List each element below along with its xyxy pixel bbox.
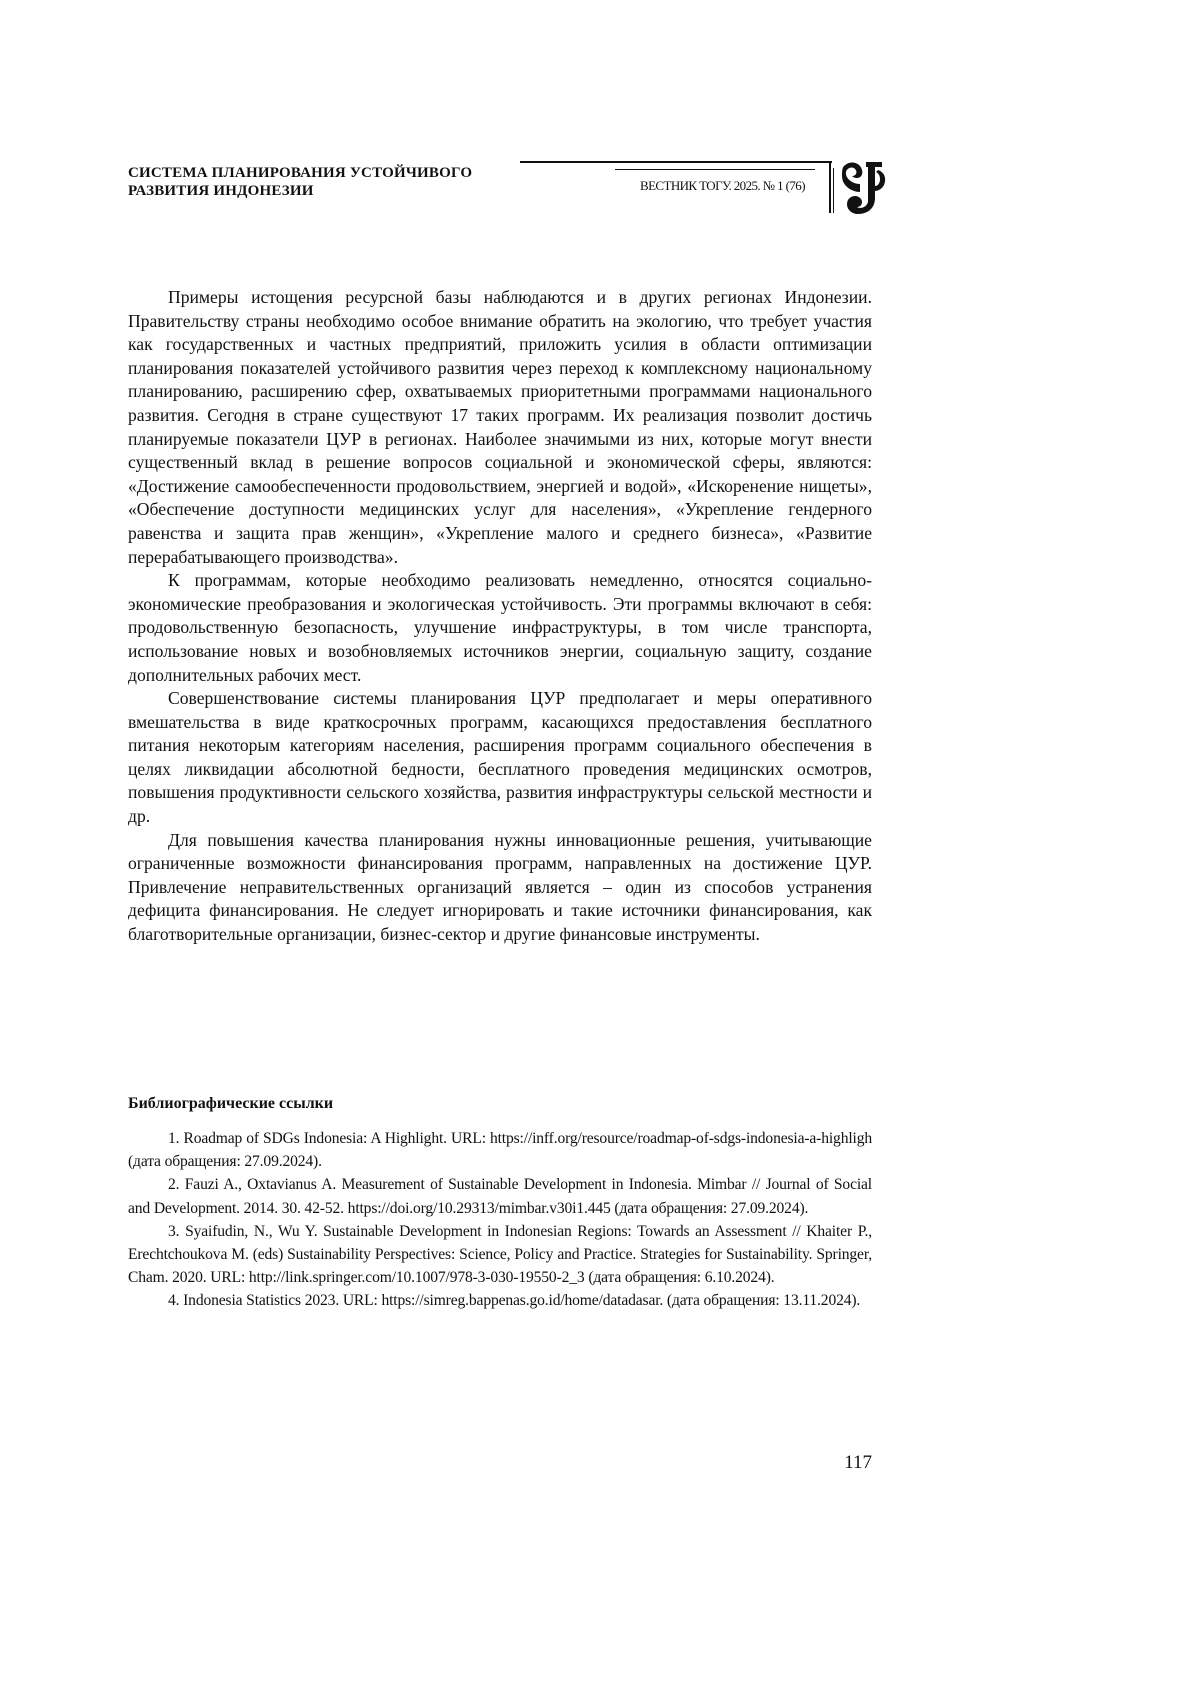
article-body bbox=[128, 286, 872, 947]
reference-item: 3. Syaifudin, N., Wu Y. Sustainable Development in Indonesian Regions: Towards an Assessment // Khaiter P., Erechtchoukova M. (eds) Sustainability Perspectives: Science, Policy and Practice. Strategies for Sustainability. Springer, Cham. 2020. URL: http://link.springer.com/10.1007/978-3-030-19550-2_3 (дата обращения: 6.10.2024). bbox=[128, 1222, 872, 1287]
references-heading: Библиографические ссылки bbox=[128, 1095, 334, 1112]
references-list bbox=[128, 1127, 872, 1313]
journal-emblem-icon bbox=[838, 158, 890, 218]
running-title-line-2: РАЗВИТИЯ ИНДОНЕЗИИ bbox=[128, 183, 314, 199]
running-title bbox=[128, 164, 518, 200]
reference-item: 2. Fauzi A., Oxtavianus A. Measurement of Sustainable Development in Indonesia. Mimbar // Journal of Social and Development. 2014. 30. 42-52. https://doi.org/10.29313/mimbar.v30i1.445 (дата обращения: 27.09.2024). bbox=[128, 1176, 872, 1217]
reference-item: 1. Roadmap of SDGs Indonesia: A Highlight. URL: https://inff.org/resource/roadmap-of-sdgs-indonesia-a-highligh (дата обращения: 27.09.2024). bbox=[128, 1130, 872, 1171]
header-rule bbox=[520, 161, 832, 163]
header-vertical-rule-thin bbox=[833, 168, 834, 213]
body-paragraph: Для повышения качества планирования нужны инновационные решения, учитывающие ограниченные возможности финансирования программ, направленных на достижение ЦУР. Привлечение неправительственных организаций является – один из способов устранения дефицита финансирования. Не следует игнорировать и такие источники финансирования, как благотворительные организации, бизнес-сектор и другие финансовые инструменты. bbox=[128, 829, 872, 945]
header-vertical-rule bbox=[829, 161, 831, 213]
reference-item: 4. Indonesia Statistics 2023. URL: https://simreg.bappenas.go.id/home/datadasar. (дата обращения: 13.11.2024). bbox=[168, 1292, 861, 1310]
body-paragraph: Примеры истощения ресурсной базы наблюдаются и в других регионах Индонезии. Правительству страны необходимо особое внимание обратить на экологию, что требует участия как государственных и частных предприятий, приложить усилия в области оптимизации планирования показателей устойчивого развития через переход к комплексному национальному планированию, расширению сфер, охватываемых приоритетными программами национального развития. Сегодня в стране существуют 17 таких программ. Их реализация позволит достичь планируемые показатели ЦУР в регионах. Наиболее значимыми из них, которые могут внести существенный вклад в решение вопросов социальной и экономической сферы, являются: «Достижение самообеспеченности продовольствием, энергией и водой», «Искоренение нищеты», «Обеспечение доступности медицинских услуг для населения», «Укрепление гендерного равенства и защита прав женщин», «Укрепление малого и среднего бизнеса», «Развитие перерабатывающего производства». bbox=[128, 287, 872, 567]
body-paragraph: Совершенствование системы планирования ЦУР предполагает и меры оперативного вмешательства в виде краткосрочных программ, касающихся предоставления бесплатного питания некоторым категориям населения, расширения программ социального обеспечения в целях ликвидации абсолютной бедности, бесплатного проведения медицинских осмотров, повышения продуктивности сельского хозяйства, развития инфраструктуры сельской местности и др. bbox=[128, 688, 872, 827]
page-number: 117 bbox=[844, 1452, 872, 1473]
journal-issue-info: ВЕСТНИК ТОГУ. 2025. № 1 (76) bbox=[640, 178, 805, 193]
running-title-line-1: СИСТЕМА ПЛАНИРОВАНИЯ УСТОЙЧИВОГО bbox=[128, 165, 473, 181]
header-rule-thin bbox=[615, 169, 815, 170]
body-paragraph: К программам, которые необходимо реализовать немедленно, относятся социально-экономические преобразования и экологическая устойчивость. Эти программы включают в себя: продовольственную безопасность, улучшение инфраструктуры, в том числе транспорта, использование новых и возобновляемых источников энергии, социальную защиту, создание дополнительных рабочих мест. bbox=[128, 570, 872, 685]
